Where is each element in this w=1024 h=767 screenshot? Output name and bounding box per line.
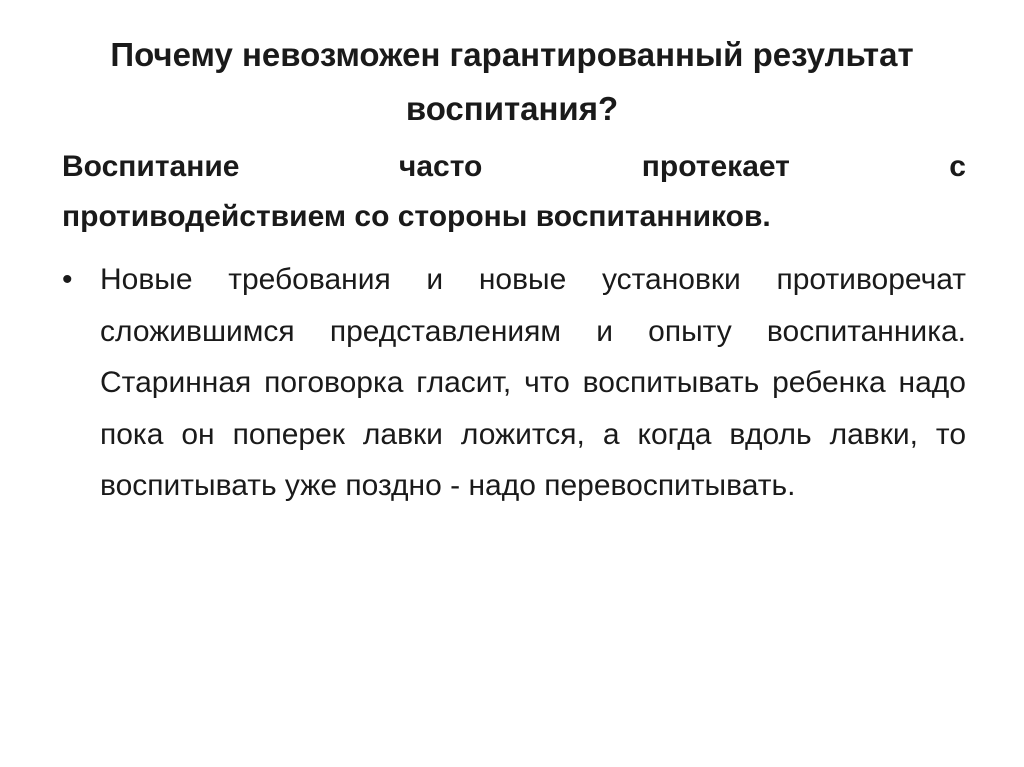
slide-subtitle xyxy=(62,142,966,242)
subtitle-line-1: Воспитание часто протекает с xyxy=(62,150,966,183)
slide-title: Почему невозможен гарантированный результат воспитания? xyxy=(110,36,914,127)
bullet-marker: • xyxy=(62,263,73,296)
bullet-list xyxy=(62,254,966,512)
bullet-text: Новые требования и новые установки противоречат сложившимся представлениям и опыту воспитанника. Старинная поговорка гласит, что воспитывать ребенка надо пока он поперек лавки ложится, а когда вдоль лавки, то воспитывать уже поздно - надо перевоспитывать. xyxy=(100,263,966,502)
bullet-item xyxy=(62,254,966,512)
subtitle-line-2: противодействием со стороны воспитанников. xyxy=(62,200,771,233)
